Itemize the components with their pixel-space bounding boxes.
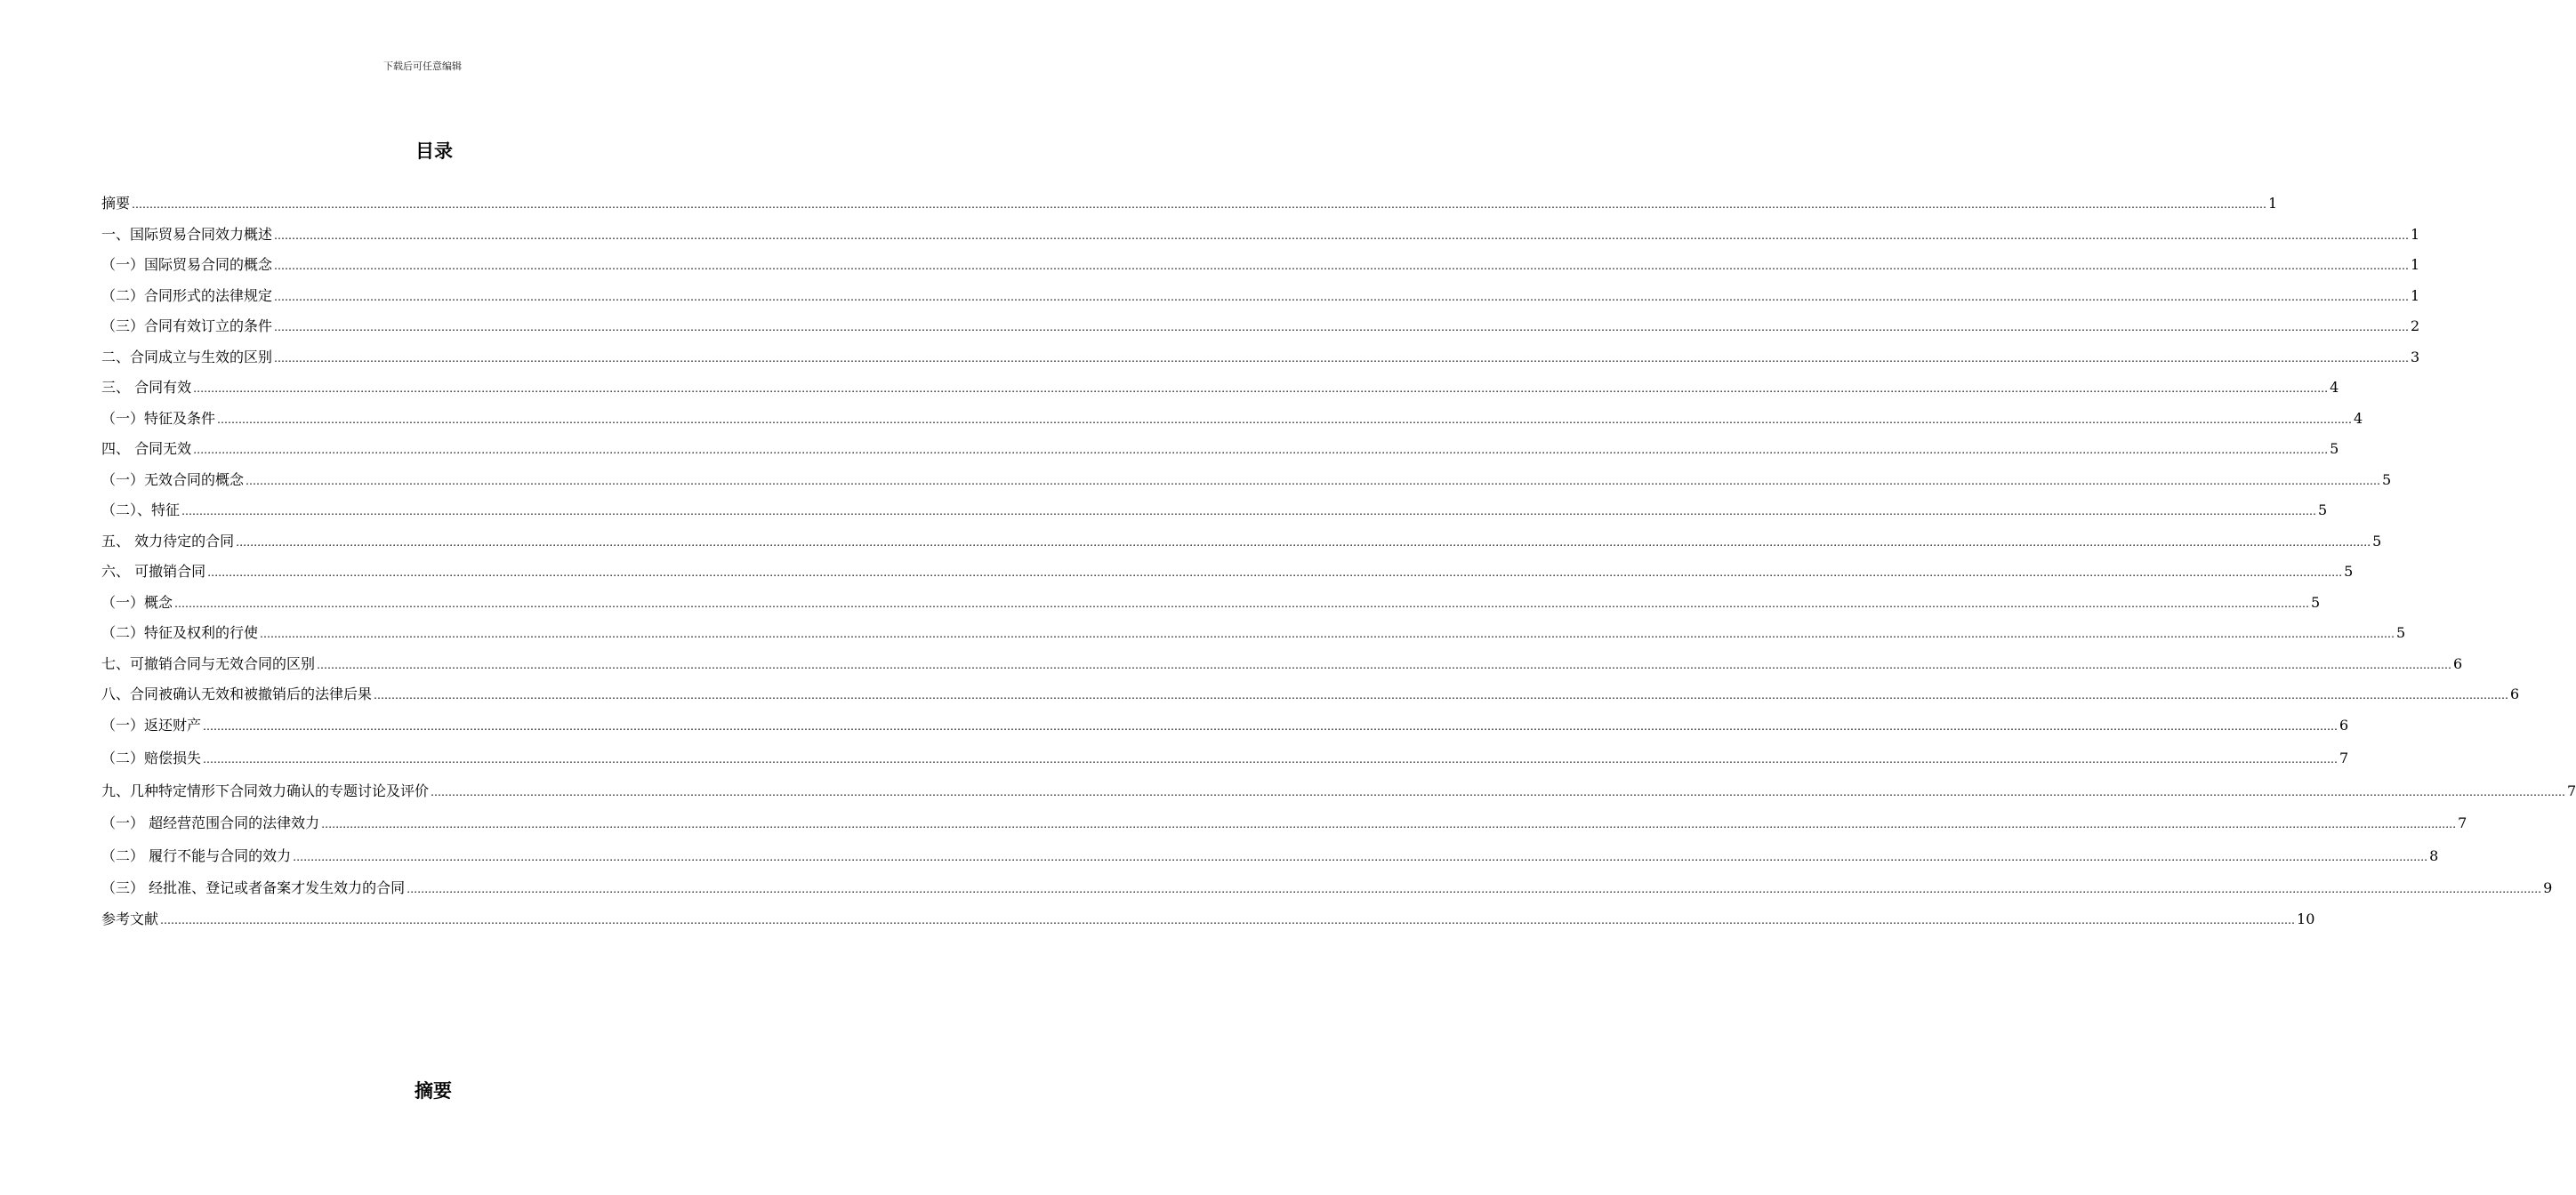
toc-label: 二、合同成立与生效的区别 [101,349,273,365]
toc-label: （一）返还财产 [101,717,202,734]
toc-leader: …………………………………………………………………………………………………………………………………………………………………………………………………………………………………………………………………………………………………………………………………………………………………………………………………………………………………………………………………………………………………………………………………………………… [431,786,2566,798]
toc-leader: …………………………………………………………………………………………………………………………………………………………………………………………………………………………………………………………………………………………………………………………………………………………………………………………………………………………………………………………………………………………………………………………………………………… [174,598,2310,610]
toc-entry[interactable] [101,471,2392,490]
toc-entry[interactable] [101,750,2349,768]
toc-leader: …………………………………………………………………………………………………………………………………………………………………………………………………………………………………………………………………………………………………………………………………………………………………………………………………………………………………………………………………………………………………………………………………………………… [374,689,2509,702]
toc-leader: …………………………………………………………………………………………………………………………………………………………………………………………………………………………………………………………………………………………………………………………………………………………………………………………………………………………………………………………………………………………………………………………………………………… [236,536,2371,549]
toc-entry[interactable] [101,717,2349,735]
toc-label: （一）特征及条件 [101,410,216,427]
toc-entry[interactable] [101,379,2339,397]
toc-page: 3 [2411,349,2420,365]
toc-entry[interactable] [101,501,2328,520]
toc-page: 1 [2411,226,2420,243]
toc-entry[interactable] [101,287,2420,306]
toc-leader: …………………………………………………………………………………………………………………………………………………………………………………………………………………………………………………………………………………………………………………………………………………………………………………………………………………………………………………………………………………………………………………………………………………… [317,659,2452,671]
toc-leader: …………………………………………………………………………………………………………………………………………………………………………………………………………………………………………………………………………………………………………………………………………………………………………………………………………………………………………………………………………………………………………………………………………………… [293,851,2428,863]
toc-leader: …………………………………………………………………………………………………………………………………………………………………………………………………………………………………………………………………………………………………………………………………………………………………………………………………………………………………………………………………………………………………………………………………………………… [274,229,2410,242]
toc-entry[interactable] [101,879,2553,898]
toc-page: 5 [2311,594,2321,611]
toc-entry[interactable] [101,533,2382,551]
toc-label: （三）合同有效订立的条件 [101,317,273,334]
toc-page: 1 [2411,256,2420,273]
toc-leader: …………………………………………………………………………………………………………………………………………………………………………………………………………………………………………………………………………………………………………………………………………………………………………………………………………………………………………………………………………………………………………………………………………………… [160,914,2296,926]
toc-leader: …………………………………………………………………………………………………………………………………………………………………………………………………………………………………………………………………………………………………………………………………………………………………………………………………………………………………………………………………………………………………………………………………………………… [203,720,2339,733]
toc-leader: …………………………………………………………………………………………………………………………………………………………………………………………………………………………………………………………………………………………………………………………………………………………………………………………………………………………………………………………………………………………………………………………………………………… [193,444,2329,456]
toc-label: 四、 合同无效 [101,440,192,457]
toc-page: 2 [2411,317,2420,334]
section-title: 摘要 [415,1079,452,1102]
toc-entry[interactable] [101,624,2406,643]
toc-page: 5 [2396,624,2406,641]
toc-leader: …………………………………………………………………………………………………………………………………………………………………………………………………………………………………………………………………………………………………………………………………………………………………………………………………………………………………………………………………………………………………………………………………………………… [274,321,2410,333]
toc-label: （一） 超经营范围合同的法律效力 [101,814,320,831]
toc-page: 5 [2330,440,2339,457]
toc-label: （一）无效合同的概念 [101,471,245,488]
toc-page: 4 [2330,379,2339,396]
toc-label: （二）、特征 [101,501,181,518]
toc-leader: …………………………………………………………………………………………………………………………………………………………………………………………………………………………………………………………………………………………………………………………………………………………………………………………………………………………………………………………………………………………………………………………………………………… [193,382,2329,395]
toc-leader: …………………………………………………………………………………………………………………………………………………………………………………………………………………………………………………………………………………………………………………………………………………………………………………………………………………………………………………………………………………………………………………………………………………… [274,260,2410,272]
toc-entry[interactable] [101,655,2463,674]
toc-page: 10 [2297,910,2315,927]
toc-label: 六、 可撤销合同 [101,563,206,580]
toc-label: 摘要 [101,195,131,212]
toc-page: 5 [2382,471,2392,488]
toc-page: 7 [2567,782,2576,799]
toc-entry[interactable] [101,440,2339,459]
toc-label: （一）概念 [101,594,173,611]
toc-entry[interactable] [101,563,2354,581]
toc-leader: …………………………………………………………………………………………………………………………………………………………………………………………………………………………………………………………………………………………………………………………………………………………………………………………………………………………………………………………………………………………………………………………………………………… [203,753,2339,766]
page-title: 目录 [415,140,453,162]
toc-label: （二）特征及权利的行使 [101,624,259,641]
toc-entry[interactable] [101,226,2420,245]
toc-label: 八、合同被确认无效和被撤销后的法律后果 [101,686,373,702]
toc-label: （三） 经批准、登记或者备案才发生效力的合同 [101,879,406,896]
toc-label: 五、 效力待定的合同 [101,533,235,549]
toc-page: 7 [2339,750,2349,766]
toc-entry[interactable] [101,410,2363,429]
toc-leader: …………………………………………………………………………………………………………………………………………………………………………………………………………………………………………………………………………………………………………………………………………………………………………………………………………………………………………………………………………………………………………………………………………………… [260,628,2395,640]
toc-label: 一、国际贸易合同效力概述 [101,226,273,243]
toc-label: （二）合同形式的法律规定 [101,287,273,304]
toc-entry[interactable] [101,349,2420,367]
toc-entry[interactable] [101,686,2520,704]
toc-leader: …………………………………………………………………………………………………………………………………………………………………………………………………………………………………………………………………………………………………………………………………………………………………………………………………………………………………………………………………………………………………………………………………………………… [407,883,2542,895]
toc-leader: …………………………………………………………………………………………………………………………………………………………………………………………………………………………………………………………………………………………………………………………………………………………………………………………………………………………………………………………………………………………………………………………………………………… [274,352,2410,365]
toc-entry[interactable] [101,256,2420,275]
toc-entry[interactable] [101,910,2315,929]
toc-page: 5 [2344,563,2354,580]
toc-page: 7 [2458,814,2467,831]
toc-page: 5 [2372,533,2382,549]
header-note: 下载后可任意编辑 [383,60,462,72]
toc-entry[interactable] [101,814,2467,833]
toc-label: （二）赔偿损失 [101,750,202,766]
toc-entry[interactable] [101,195,2278,213]
toc-entry[interactable] [101,594,2321,613]
toc-page: 6 [2339,717,2349,734]
toc-label: 七、可撤销合同与无效合同的区别 [101,655,316,672]
toc-page: 9 [2543,879,2553,896]
toc-leader: …………………………………………………………………………………………………………………………………………………………………………………………………………………………………………………………………………………………………………………………………………………………………………………………………………………………………………………………………………………………………………………………………………………… [217,413,2353,426]
toc-label: 参考文献 [101,910,159,927]
toc-leader: …………………………………………………………………………………………………………………………………………………………………………………………………………………………………………………………………………………………………………………………………………………………………………………………………………………………………………………………………………………………………………………………………………………… [181,505,2317,517]
toc-page: 6 [2510,686,2520,702]
toc-leader: …………………………………………………………………………………………………………………………………………………………………………………………………………………………………………………………………………………………………………………………………………………………………………………………………………………………………………………………………………………………………………………………………………………… [321,818,2457,830]
toc-label: 九、几种特定情形下合同效力确认的专题讨论及评价 [101,782,430,799]
toc-leader: …………………………………………………………………………………………………………………………………………………………………………………………………………………………………………………………………………………………………………………………………………………………………………………………………………………………………………………………………………………………………………………………………………………… [207,566,2343,579]
toc-page: 1 [2268,195,2278,212]
toc-label: （二） 履行不能与合同的效力 [101,847,292,864]
toc-page: 6 [2453,655,2463,672]
toc-entry[interactable] [101,782,2576,801]
toc-label: 三、 合同有效 [101,379,192,396]
toc-entry[interactable] [101,317,2420,336]
toc-leader: …………………………………………………………………………………………………………………………………………………………………………………………………………………………………………………………………………………………………………………………………………………………………………………………………………………………………………………………………………………………………………………………………………………… [274,291,2410,303]
toc-page: 8 [2429,847,2439,864]
toc-page: 1 [2411,287,2420,304]
toc-entry[interactable] [101,847,2439,866]
toc-leader: …………………………………………………………………………………………………………………………………………………………………………………………………………………………………………………………………………………………………………………………………………………………………………………………………………………………………………………………………………………………………………………………………………………… [132,198,2267,211]
toc-page: 5 [2318,501,2328,518]
toc-page: 4 [2354,410,2363,427]
toc-leader: …………………………………………………………………………………………………………………………………………………………………………………………………………………………………………………………………………………………………………………………………………………………………………………………………………………………………………………………………………………………………………………………………………………… [246,475,2381,487]
toc-label: （一）国际贸易合同的概念 [101,256,273,273]
